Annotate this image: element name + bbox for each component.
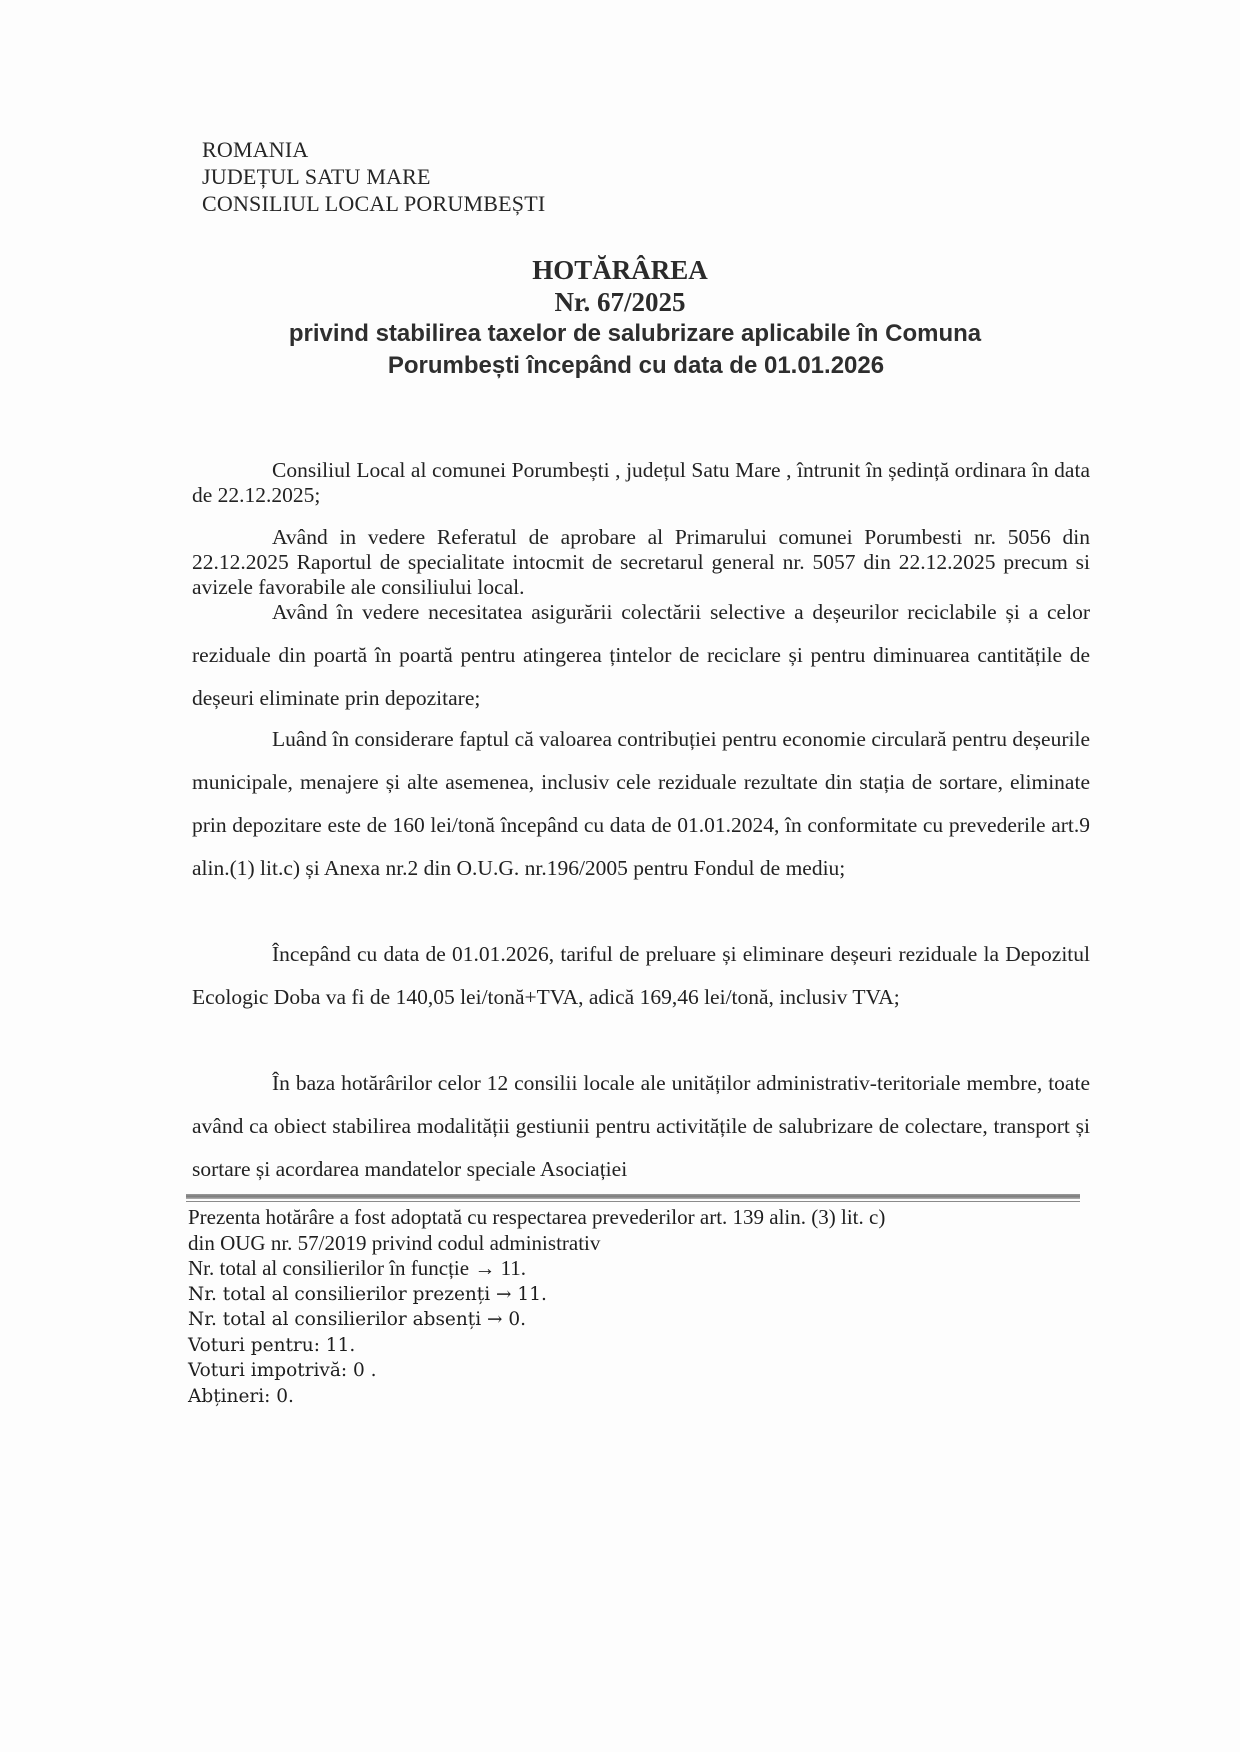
- decision-subject-line-1: privind stabilirea taxelor de salubrizare aplicabile în Comuna: [288, 320, 982, 347]
- votes-for: Voturi pentru: 11.: [188, 1334, 356, 1356]
- country-line: ROMANIA: [202, 137, 309, 162]
- decision-number: Nr. 67/2025: [554, 287, 686, 317]
- adoption-footer: [188, 1205, 885, 1409]
- votes-against: Voturi impotrivă: 0 .: [188, 1360, 377, 1381]
- paragraph-circular-economy-contribution: Luând în considerare faptul că valoarea contribuției pentru economie circulară pentru deșeurile municipale, menajere și alte asemenea, inclusiv cele reziduale rezultate din stația de sortare, eliminate prin depozitare este de 160 lei/tonă începând cu data de 01.01.2024, în conformitate cu prevederile art.9 alin.(1) lit.c) și Anexa nr.2 din O.U.G. nr.196/2005 pentru Fondul de mediu;: [192, 727, 1090, 880]
- decision-subject-line-2: Porumbești începând cu data de 01.01.2026: [387, 352, 885, 379]
- issuer-header: [202, 136, 545, 217]
- county-line: JUDEȚUL SATU MARE: [202, 164, 431, 189]
- adoption-statement-line-1: Prezenta hotărâre a fost adoptată cu respectarea prevederilor art. 139 alin. (3) lit. c): [188, 1205, 886, 1229]
- councillors-present: Nr. total al consilierilor prezenți → 11.: [188, 1283, 547, 1305]
- abstentions: Abțineri: 0.: [188, 1385, 294, 1407]
- footer-divider-thin: [186, 1201, 1080, 1202]
- councillors-absent: Nr. total al consilierilor absenți → 0.: [188, 1309, 527, 1330]
- paragraph-landfill-tariff: Începând cu data de 01.01.2026, tariful de preluare și eliminare deșeuri reziduale la Depozitul Ecologic Doba va fi de 140,05 lei/tonă+TVA, adică 169,46 lei/tonă, inclusiv TVA;: [192, 942, 1090, 1009]
- footer-divider: [186, 1194, 1080, 1199]
- councillors-in-office: Nr. total al consilierilor în funcție → 11.: [188, 1256, 527, 1280]
- decision-title: [0, 254, 1240, 382]
- council-line: CONSILIUL LOCAL PORUMBEȘTI: [202, 191, 546, 216]
- paragraph-council-meeting: Consiliul Local al comunei Porumbești , județul Satu Mare , întrunit în ședință ordinara în data de 22.12.2025;: [192, 458, 1090, 507]
- adoption-statement-line-2: din OUG nr. 57/2019 privind codul administrativ: [188, 1230, 601, 1255]
- paragraph-referral: Având in vedere Referatul de aprobare al Primarului comunei Porumbesti nr. 5056 din 22.12.2025 Raportul de specialitate intocmit de secretarul general nr. 5057 din 22.12.2025 precum si avizele favorabile ale consiliului local.: [192, 525, 1090, 599]
- paragraph-council-decisions: În baza hotărârilor celor 12 consilii locale ale unităților administrativ-teritoriale membre, toate având ca obiect stabilirea modalității gestiunii pentru activitățile de salubrizare de colectare, transport și sortare și acordarea mandatelor speciale Asociației: [192, 1071, 1090, 1181]
- paragraph-selective-collection: Având în vedere necesitatea asigurării colectării selective a deșeurilor reciclabile și a celor reziduale din poartă în poartă pentru atingerea țintelor de reciclare și pentru diminuarea cantitățile de deșeuri eliminate prin depozitare;: [192, 600, 1090, 710]
- decision-heading: HOTĂRÂREA: [532, 255, 708, 285]
